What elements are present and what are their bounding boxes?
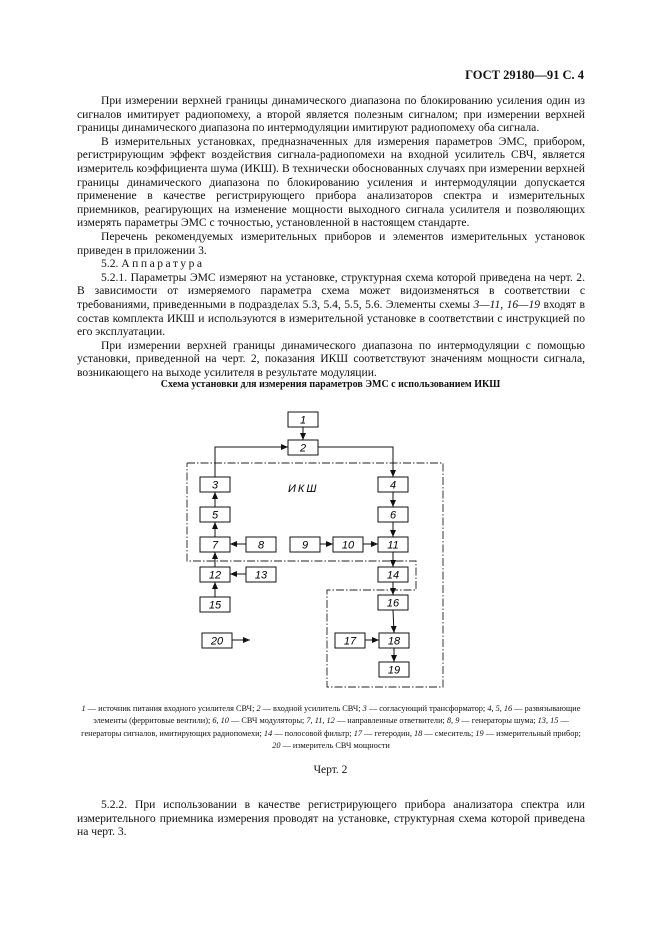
svg-text:18: 18 <box>387 635 401 648</box>
legend-item: 13, 15 — генераторы сигналов, имитирующих радиопомехи; <box>81 716 569 738</box>
svg-text:3: 3 <box>211 479 219 492</box>
svg-text:1: 1 <box>299 414 307 427</box>
paragraph: При измерении верхней границы динамического диапазона по интермодуляции с помощью установки, приведенной на черт. 2, показания ИКШ соответствуют значениям мощности сигнала, возникающего на выходе усилителя в результате модуляции. <box>77 338 585 379</box>
svg-text:8: 8 <box>257 539 265 552</box>
block-11 <box>378 537 408 552</box>
svg-text:16: 16 <box>386 597 400 610</box>
svg-text:14: 14 <box>386 569 400 582</box>
figure-legend <box>77 703 585 753</box>
diagram-title: Схема установки для измерения параметров ЭМС с использованием ИКШ <box>160 379 501 390</box>
svg-text:4: 4 <box>389 479 397 492</box>
svg-text:5: 5 <box>211 509 219 522</box>
paragraph-5-2-2: 5.2.2. При использовании в качестве регистрирующего прибора анализатора спектра или измерительного приемника измерения проводят на установке, структурная схема которой приведена на черт. 3. <box>77 798 585 839</box>
paragraph-5-2-1: 5.2.1. Параметры ЭМС измеряют на установке, структурная схема которой приведена на черт. 2. В зависимости от измеряемого параметра схема может видоизменяться в соответствии с требованиями, приведенными в подразделах 5.3, 5.4, 5.5, 5.6. Элементы схемы 3—11, 16—19 входят в состав комплекта ИКШ и используются в измерительной установке в соответствии с инструкцией по его эксплуатации. <box>77 270 585 339</box>
block-20 <box>202 633 232 648</box>
svg-text:11: 11 <box>387 539 399 552</box>
block-18 <box>379 633 409 648</box>
block-9 <box>290 537 320 552</box>
block-16 <box>378 595 408 610</box>
block-15 <box>200 597 230 612</box>
block-4 <box>378 477 408 492</box>
block-17 <box>335 633 365 648</box>
block-19 <box>379 662 409 677</box>
svg-text:10: 10 <box>341 539 355 552</box>
paragraph: В измерительных установках, предназначенных для измерения параметров ЭМС, прибором, регистрирующим эффект воздействия сигнала-радиопомехи на входной усилитель СВЧ, является измеритель коэффициента шума (ИКШ). В технически обоснованных случаях при измерении верхней границы динамического диапазона по блокированию усиления и интермодуляции допускается применение в качестве регистрирующего прибора анализаторов спектра и измерительных приемников, реагирующих на изменение мощности выходного сигнала усилителя и позволяющих измерять параметры ЭМС с точностью, установленной в настоящем стандарте. <box>77 134 585 230</box>
svg-text:7: 7 <box>211 539 219 552</box>
legend-item: 1 — источник питания входного усилителя СВЧ; <box>81 704 257 713</box>
legend-item: 7, 11, 12 — направленные ответвители; <box>306 716 447 726</box>
svg-text:6: 6 <box>389 509 397 522</box>
block-7 <box>200 537 230 552</box>
block-14 <box>378 567 408 582</box>
block-1 <box>288 412 318 427</box>
block-2 <box>288 440 318 455</box>
svg-text:20: 20 <box>210 635 224 648</box>
svg-text:2: 2 <box>299 442 307 455</box>
block-13 <box>246 567 276 582</box>
legend-item: 17 — гетеродин, <box>353 728 415 738</box>
legend-item: 2 — входной усилитель СВЧ; <box>256 704 363 713</box>
block-10 <box>333 537 363 552</box>
legend-item: 18 — смеситель; <box>414 728 476 738</box>
legend-item: 6, 10 — СВЧ модуляторы; <box>212 716 307 726</box>
section-heading: 5.2. Аппаратура <box>101 257 205 271</box>
svg-text:13: 13 <box>254 569 268 582</box>
paragraph: Перечень рекомендуемых измерительных приборов и элементов измерительных установок приведен в приложении 3. <box>77 229 585 257</box>
connector-arrow <box>215 447 288 477</box>
svg-text:9: 9 <box>301 539 309 552</box>
block-6 <box>378 507 408 522</box>
legend-item: 14 — полосовой фильтр; <box>263 728 354 738</box>
body-text-2 <box>77 798 585 839</box>
paragraph: При измерении верхней границы динамического диапазона по блокированию усиления один из сигналов имитирует радиопомеху, а второй является полезным сигналом; при измерении верхней границы динамического диапазона по интермодуляции имитируют радиопомеху оба сигнала. <box>77 94 585 135</box>
block-5 <box>200 507 230 522</box>
svg-text:15: 15 <box>208 599 222 612</box>
page-header: ГОСТ 29180—91 С. 4 <box>465 68 584 82</box>
connector-arrow <box>318 447 393 477</box>
legend-item: 8, 9 — генераторы шума; <box>446 716 538 726</box>
legend-item: 4, 5, 16 — развязывающие элементы (ферритовые вентили); <box>93 704 581 726</box>
block-3 <box>200 477 230 492</box>
block-12 <box>200 567 230 582</box>
legend-item: 3 — согласующий трансформатор; <box>362 704 488 713</box>
block-8 <box>246 537 276 552</box>
svg-text:12: 12 <box>208 569 222 582</box>
svg-text:17: 17 <box>343 635 357 648</box>
legend-item: 19 — измерительный прибор; <box>475 728 581 738</box>
svg-text:19: 19 <box>387 664 401 677</box>
figure-caption: Черт. 2 <box>313 764 348 776</box>
legend-item: 20 — измеритель СВЧ мощности <box>272 741 390 751</box>
connector-arrow <box>393 610 394 633</box>
iksh-label: ИКШ <box>288 483 319 495</box>
